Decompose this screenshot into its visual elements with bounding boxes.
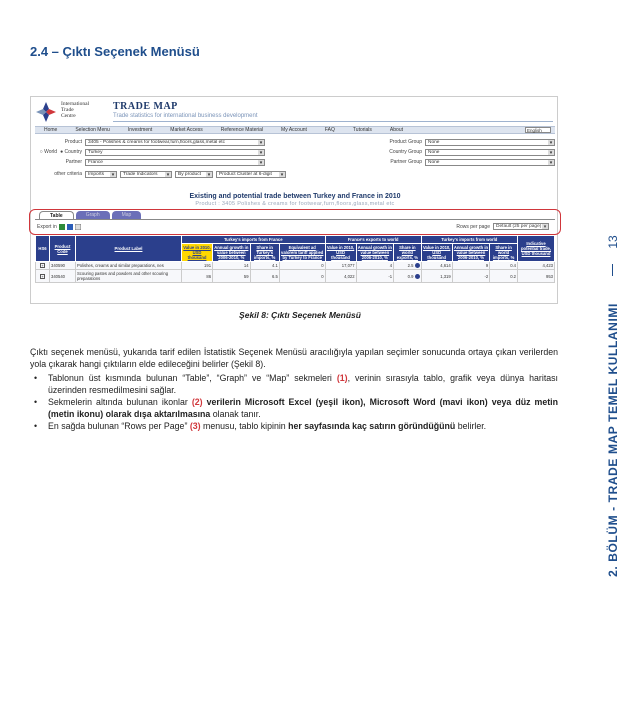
tab-graph[interactable]: Graph <box>76 211 110 220</box>
expand-icon[interactable]: + <box>41 263 44 269</box>
country-group-select[interactable]: None ▾ <box>425 149 555 156</box>
itc-logo-icon <box>35 101 57 123</box>
product-row <box>35 138 555 146</box>
product-select[interactable]: 3405 - Polishes & creams for footwear,furn,floors,glass,metal etc ▾ <box>85 139 265 146</box>
col-product-label[interactable]: Product Label <box>76 236 182 262</box>
trade-flow-select[interactable]: Imports ▾ <box>85 171 117 178</box>
col-tr-value[interactable]: Value in 2010, USD thousand <box>422 245 451 260</box>
col-tr-growth[interactable]: Annual growth in value between 2006-2010, % <box>453 245 489 260</box>
app-subtitle: Trade statistics for international business development <box>113 113 258 119</box>
product-group-select[interactable]: None ▾ <box>425 139 555 146</box>
indicators-select[interactable]: Trade Indicators ▾ <box>120 171 172 178</box>
list-item: • Tablonun üst kısmında bulunan “Table”, “Graph” ve “Map” sekmeleri (1), verinin sırasıyla tablo, grafik veya dünya haritası üzerinden resmedilmesini sağlar. <box>30 372 558 396</box>
section-heading: 2.4 – Çıktı Seçenek Menüsü <box>30 44 200 59</box>
table-subtitle: Product : 3405 Polishes & creams for footwear,furn,floors,glass,metal etc <box>195 201 395 207</box>
group-turkey-imports-world: Turkey's imports from world <box>421 236 517 244</box>
col-product-code[interactable]: Product Code <box>50 236 76 262</box>
main-nav <box>35 126 555 134</box>
col-tr-share[interactable]: Share in world imports, % <box>490 244 518 262</box>
nav-faq[interactable]: FAQ <box>324 127 335 133</box>
product-cluster-select[interactable]: Product Cluster at 6-digit ▾ <box>216 171 286 178</box>
rows-per-page-select[interactable]: Default (25 per page) ▾ <box>493 223 549 230</box>
list-item: • Sekmelerin altında bulunan ikonlar (2) verilerin Microsoft Excel (yeşil ikon), Microsoft Word (mavi ikon) veya düz metin (metin ikonu) olarak dışa aktarılmasına olanak tanır. <box>30 396 558 420</box>
nav-market-access[interactable]: Market Access <box>170 127 203 133</box>
country-select[interactable]: Turkey ▾ <box>85 149 265 156</box>
country-group-label: Country Group <box>389 149 422 155</box>
nav-home[interactable]: Home <box>44 127 58 133</box>
country-row <box>35 148 555 156</box>
trade-map-screenshot <box>30 96 558 304</box>
partner-row <box>35 158 555 166</box>
world-radio[interactable]: ○ World <box>39 149 58 155</box>
nav-my-account[interactable]: My Account <box>281 127 307 133</box>
app-title: TRADE MAP <box>113 101 178 112</box>
bullet-list <box>30 372 558 432</box>
tab-map[interactable]: Map <box>112 211 142 220</box>
col-growth[interactable]: Annual growth in value between 2006-2010, % <box>214 245 249 260</box>
export-label: Export in <box>37 224 57 230</box>
expand-icon[interactable]: + <box>41 273 44 279</box>
chapter-side-label: 2. BÖLÜM - TRADE MAP TEMEL KULLANIMI <box>606 303 620 577</box>
list-item: • En sağda bulunan “Rows per Page” (3) menusu, tablo kipinin her sayfasında kaç satırın göründüğünü belirler. <box>30 420 558 432</box>
group-france-exports-world: France's exports to world <box>325 236 421 244</box>
partner-select[interactable]: France ▾ <box>85 159 265 166</box>
divider <box>113 121 553 122</box>
col-fr-value[interactable]: Value in 2010, USD thousand <box>326 245 355 260</box>
nav-tutorials[interactable]: Tutorials <box>352 127 372 133</box>
partner-group-label: Partner Group <box>390 159 422 165</box>
globe-icon[interactable] <box>415 274 420 279</box>
group-turkey-imports-france: Turkey's imports from France <box>182 236 326 244</box>
col-share-imports[interactable]: Share in Turkey's imports, % <box>250 244 279 262</box>
col-fr-share[interactable]: Share in world exports, % <box>394 244 422 262</box>
language-select[interactable]: English <box>525 127 551 133</box>
trade-table <box>35 235 555 283</box>
nav-reference-material[interactable]: Reference Material <box>220 127 264 133</box>
body-paragraph: Çıktı seçenek menüsü, yukarıda tarif edilen İstatistik Seçenek Menüsü aracılığıyla yapılan seçimler sonucunda ortaya çıkan verilerden yola çıkarak hangi çıktıların elde edileceğini belirler (Şekil 8). <box>30 347 558 369</box>
country-radios <box>35 149 85 155</box>
nav-selection-menu[interactable]: Selection Menu <box>75 127 110 133</box>
figure-caption: Şekil 8: Çıktı Seçenek Menüsü <box>239 310 361 320</box>
col-value-2010[interactable]: Value in 2010, USD thousand <box>183 245 211 260</box>
by-product-select[interactable]: By product ▾ <box>175 171 213 178</box>
col-fr-growth[interactable]: Annual growth in value between 2006-2010, % <box>357 245 392 260</box>
globe-icon[interactable] <box>415 263 420 268</box>
rows-per-page-label: Rows per page <box>456 223 490 230</box>
country-radio[interactable]: ● Country <box>60 149 82 155</box>
table-row: + 340540 Scouring pastes and powders and other scouring preparations 86 59 6.5 0 4,022 -1 0.9 1,319 -2 0.2 953 <box>36 270 555 283</box>
tab-table[interactable]: Table <box>39 211 74 220</box>
col-potential-trade[interactable]: Indicative potential trade, USD thousand <box>518 236 555 262</box>
product-label: Product <box>64 139 82 145</box>
page-number: 13 <box>606 235 620 249</box>
highlight-frame <box>29 209 561 235</box>
side-divider <box>612 264 613 276</box>
product-group-label: Product Group <box>389 139 422 145</box>
itc-logo-text: International Trade Centre <box>61 101 90 119</box>
criteria-row <box>35 170 555 178</box>
partner-label: Partner <box>65 159 82 165</box>
table-title: Existing and potential trade between Turkey and France in 2010 <box>189 193 401 200</box>
nav-about[interactable]: About <box>389 127 403 133</box>
table-row: + 340590 Polishes, creams and similar preparations, nes 191 14 4.1 0 17,077 4 2.5 4,614 9 0.4 4,423 <box>36 262 555 270</box>
partner-group-select[interactable]: None ▾ <box>425 159 555 166</box>
nav-investment[interactable]: Investment <box>127 127 153 133</box>
other-criteria-label: other criteria <box>54 171 82 177</box>
col-tariff[interactable]: Equivalent ad valorem tariff applied by Turkey to France <box>281 245 324 260</box>
col-hs6[interactable]: HS6 <box>36 236 50 262</box>
